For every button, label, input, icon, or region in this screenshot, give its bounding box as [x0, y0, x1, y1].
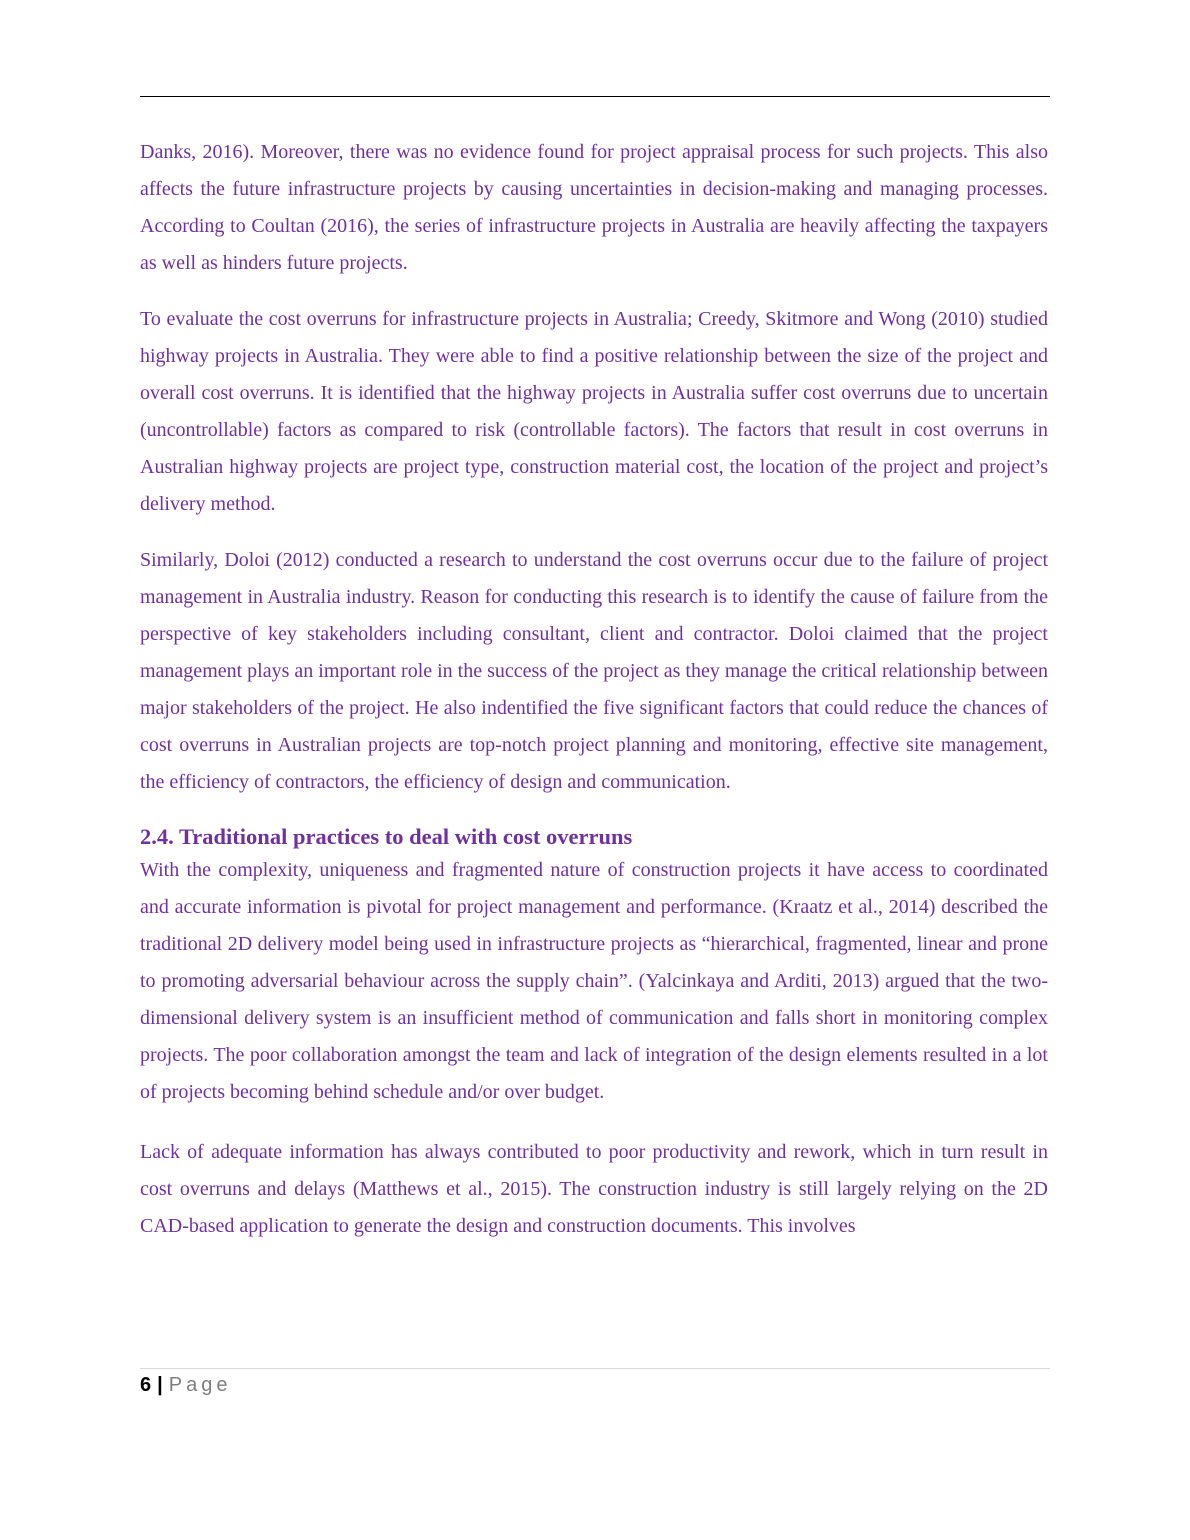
- paragraph-4: With the complexity, uniqueness and fragmented nature of construction projects it have access to coordinated and accurate information is pivotal for project management and performance. (Kraatz et al., 2014) described the traditional 2D delivery model being used in infrastructure projects as “hierarchical, fragmented, linear and prone to promoting adversarial behaviour across the supply chain”. (Yalcinkaya and Arditi, 2013) argued that the two-dimensional delivery system is an insufficient method of communication and falls short in monitoring complex projects. The poor collaboration amongst the team and lack of integration of the design elements resulted in a lot of projects becoming behind schedule and/or over budget.: [140, 859, 1048, 1103]
- footer-rule: [140, 1368, 1050, 1369]
- document-body: [140, 134, 1048, 1245]
- page-number: 6: [140, 1374, 152, 1396]
- page-footer: [140, 1372, 231, 1398]
- page-label: Page: [168, 1374, 232, 1396]
- footer-separator: |: [157, 1374, 163, 1396]
- header-rule: [140, 96, 1050, 97]
- paragraph-2: To evaluate the cost overruns for infrastructure projects in Australia; Creedy, Skitmore and Wong (2010) studied highway projects in Australia. They were able to find a positive relationship between the size of the project and overall cost overruns. It is identified that the highway projects in Australia suffer cost overruns due to uncertain (uncontrollable) factors as compared to risk (controllable factors). The factors that result in cost overruns in Australian highway projects are project type, construction material cost, the location of the project and project’s delivery method.: [140, 308, 1048, 515]
- paragraph-3: Similarly, Doloi (2012) conducted a research to understand the cost overruns occur due to the failure of project management in Australia industry. Reason for conducting this research is to identify the cause of failure from the perspective of key stakeholders including consultant, client and contractor. Doloi claimed that the project management plays an important role in the success of the project as they manage the critical relationship between major stakeholders of the project. He also indentified the five significant factors that could reduce the chances of cost overruns in Australian projects are top-notch project planning and monitoring, effective site management, the efficiency of contractors, the efficiency of design and communication.: [140, 549, 1049, 793]
- section-heading: 2.4. Traditional practices to deal with cost overruns: [140, 824, 633, 849]
- paragraph-5: Lack of adequate information has always contributed to poor productivity and rework, which in turn result in cost overruns and delays (Matthews et al., 2015). The construction industry is still largely relying on the 2D CAD-based application to generate the design and construction documents. This involves: [140, 1141, 1048, 1237]
- paragraph-1: Danks, 2016). Moreover, there was no evidence found for project appraisal process for such projects. This also affects the future infrastructure projects by causing uncertainties in decision-making and managing processes. According to Coultan (2016), the series of infrastructure projects in Australia are heavily affecting the taxpayers as well as hinders future projects.: [140, 141, 1048, 274]
